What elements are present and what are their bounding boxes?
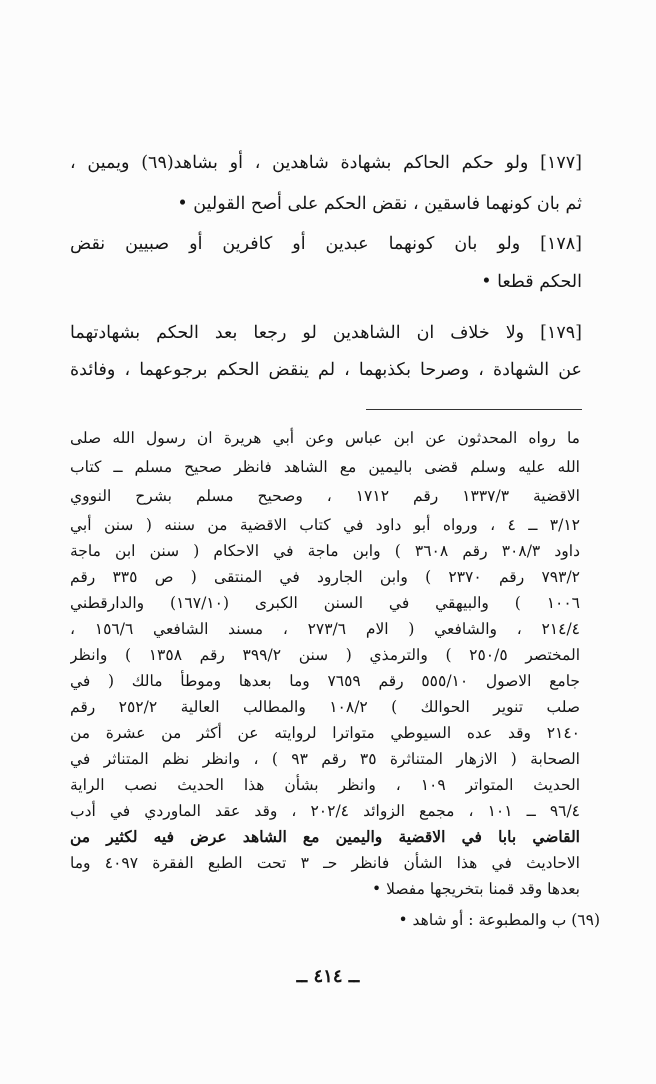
footnote-line: صلب تنوير الحوالك ) ١٠٨/٢ والمطالب العالية ٢٥٢/٢ رقم	[70, 698, 580, 716]
footnote-line: القاضي بابا في الاقضية واليمين مع الشاهد عرض فيه لكثير من	[70, 827, 580, 846]
main-text-line: [١٧٨] ولو بان كونهما عبدين أو كافرين أو صبيين نقض	[70, 234, 582, 254]
footnote-separator	[366, 409, 582, 410]
footnote-line: ٢١٤/٤ ، والشافعي ( الام ٢٧٣/٦ ، مسند الشافعي ١٥٦/٦ ،	[70, 620, 580, 638]
footnote-69: (٦٩) ب والمطبوعة : أو شاهد •	[398, 911, 600, 929]
footnote-line: جامع الاصول ٥٥٥/١٠ رقم ٧٦٥٩ وما بعدها وموطأ مالك ( في	[70, 672, 580, 690]
footnote-line: ٧٩٣/٢ رقم ٢٣٧٠ ) وابن الجارود في المنتقى ( ص ٣٣٥ رقم	[70, 568, 580, 586]
footnote-line: الاقضية ١٣٣٧/٣ رقم ١٧١٢ ، وصحيح مسلم بشرح النووي	[70, 487, 580, 505]
footnote-line: الحديث المتواتر ١٠٩ ، وانظر بشأن هذا الحديث نصب الراية	[70, 776, 580, 794]
footnote-line: الله عليه وسلم قضى باليمين مع الشاهد فانظر صحيح مسلم ــ كتاب	[70, 458, 580, 476]
main-text-line: [١٧٧] ولو حكم الحاكم بشهادة شاهدين ، أو بشاهد(٦٩) ويمين ،	[70, 153, 582, 173]
footnote-line: المختصر ٢٥٠/٥ ) والترمذي ( سنن ٣٩٩/٢ رقم ١٣٥٨ ) وانظر	[70, 646, 580, 664]
footnote-line: الصحابة ( الازهار المتناثرة ٣٥ رقم ٩٣ ) ، وانظر نظم المتناثر في	[70, 750, 580, 768]
main-text-line: ثم بان كونهما فاسقين ، نقض الحكم على أصح القولين •	[177, 194, 582, 214]
main-text-line: [١٧٩] ولا خلاف ان الشاهدين لو رجعا بعد الحكم بشهادتهما	[70, 323, 582, 343]
footnote-line: الاحاديث في هذا الشأن فانظر حـ ٣ تحت الطبع الفقرة ٤٠٩٧ وما	[70, 854, 580, 872]
footnote-line: داود ٣٠٨/٣ رقم ٣٦٠٨ ) وابن ماجة في الاحكام ( سنن ابن ماجة	[70, 542, 580, 560]
footnote-line: ٣/١٢ ــ ٤ ، ورواه أبو داود في كتاب الاقضية من سننه ( سنن أبي	[70, 516, 580, 534]
page-number: ــ ٤١٤ ــ	[296, 966, 360, 987]
footnote-line: ما رواه المحدثون عن ابن عباس وعن أبي هريرة ان رسول الله صلى	[70, 429, 580, 447]
main-text-line: عن الشهادة ، وصرحا بكذبهما ، لم ينقض الحكم برجوعهما ، وفائدة	[70, 360, 582, 380]
footnote-line: بعدها وقد قمنا بتخريجها مفصلا •	[372, 880, 580, 898]
footnote-line: ٩٦/٤ ــ ١٠١ ، مجمع الزوائد ٢٠٢/٤ ، وقد عقد الماوردي في أدب	[70, 802, 580, 820]
footnote-line: ٢١٤٠ وقد عده السيوطي متواترا لروايته عن أكثر من عشرة من	[70, 724, 580, 742]
main-text-line: الحكم قطعا •	[481, 272, 582, 292]
footnote-line: ١٠٠٦ ) والبيهقي في السنن الكبرى (١٦٧/١٠) والدارقطني	[70, 594, 580, 612]
